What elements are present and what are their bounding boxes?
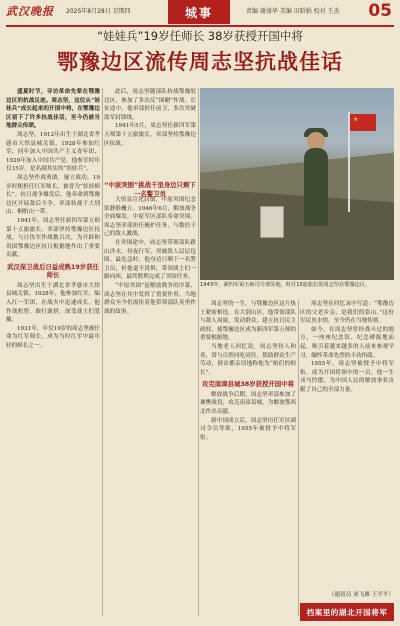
article-column-4 bbox=[300, 300, 394, 590]
article-column-1 bbox=[6, 88, 100, 530]
paragraph: 新中国成立后，周志坚历任军区副司令员等职，1955年被授予中将军衔。 bbox=[200, 417, 296, 441]
paragraph: 在突围途中，周志坚带领部队跋山涉水，昼夜行军，突破敌人层层包围。最危急时，他身边只剩下一名警卫员，但他毫不畏惧，带领战士们一路向西，最终胜利完成了突围任务。 bbox=[104, 239, 196, 281]
paragraph: 周志坚作战勇敢，屡立战功。19岁时便担任红军师长，被誉为“娃娃师长”。抗日战争爆发后，他奉命到鄂豫边区开展敌后斗争，率部转战于大别山、桐柏山一带。 bbox=[6, 174, 100, 216]
paper-name: 武汉晚报 bbox=[6, 5, 54, 18]
memorial-stone bbox=[260, 206, 284, 238]
issue-date: 2025年8月28日 星期四 bbox=[66, 8, 131, 15]
article-subtitle: “娃娃兵”19岁任师长 38岁获授开国中将 bbox=[97, 29, 303, 43]
paragraph: 1941年5月，周志坚任新四军第五师第十五旅旅长，率部坚持鄂豫边区抗战。 bbox=[104, 123, 196, 147]
page-number: 05 bbox=[368, 1, 392, 21]
paragraph: 1931年，年仅19岁的周志坚被任命为红军师长，成为当时红军中最年轻的师长之一。 bbox=[6, 325, 100, 350]
paragraph: 此后，周志坚随部队转战鄂豫皖边区，参加了多次反“围剿”作战。长征途中，他率部担任前卫，多次突破敌军封锁线。 bbox=[104, 89, 196, 121]
column-divider bbox=[102, 88, 103, 616]
series-banner: 档案里的湖北开国将军 bbox=[300, 603, 394, 621]
paragraph: 解放战争后期，周志坚率部参加了襄樊战役，攻克南漳县城，为解放鄂西北作出贡献。 bbox=[200, 391, 296, 416]
article-photo bbox=[200, 88, 394, 280]
masthead bbox=[0, 0, 400, 26]
paragraph: 当地老人回忆说，周志坚待人和善，常与百姓同吃同住，帮助群众生产劳动，群众都亲切地称他为“咱们的师长”。 bbox=[200, 343, 296, 376]
paragraph: 周志坚，1912年出生于湖北省孝感市大悟县城关镇，1928年参加红军，同年加入中国共产主义青年团，1929年加入中国共产党。他参军时年仅15岁，是名副其实的“娃娃兵”。 bbox=[6, 131, 100, 173]
paragraph: 大悟县宣化店镇，中原突围纪念馆静静矗立。1946年6月，解放战争全面爆发，中原军区部队奉命突围。周志坚率部担任掩护任务，与数倍于己的敌人激战。 bbox=[104, 197, 196, 238]
paragraph: 1941年，周志坚任新四军第五师第十五旅旅长，率部坚持鄂豫边区抗战，与日伪军作战数百次，为开辟和巩固鄂豫边区抗日根据地作出了重要贡献。 bbox=[6, 217, 100, 259]
paragraph: 如今，在周志坚曾经战斗过的地方，一座座纪念馆、纪念碑拔地而起，吸引着越来越多的人前来参观学习，缅怀革命先烈的丰功伟绩。 bbox=[300, 326, 394, 359]
article-headline: 鄂豫边区流传周志坚抗战佳话 bbox=[57, 50, 343, 74]
section-subhead: “中原突围”挑战千里身边只剩下一名警卫员 bbox=[104, 181, 196, 198]
paragraph: 1955年，周志坚被授予中将军衔，成为开国将领中的一员。他一生戎马倥偬，为中国人民的解放事业贡献了自己的全部力量。 bbox=[300, 361, 394, 393]
section-subhead: 攻克南漳县城38岁获授开国中将 bbox=[202, 380, 294, 389]
article-intro: 盛夏时节，寻访革命先辈在鄂豫边区的抗战足迹。周志坚，这位从“娃娃兵”成长起来的开国中将，在鄂豫边区留下了许多抗战佳话，至今仍被当地群众传颂。 bbox=[6, 89, 100, 130]
soldier-figure bbox=[304, 148, 328, 226]
editor-credits: 责编 谢盛华 美编 田昭娟 校对 王杰 bbox=[246, 8, 340, 15]
article-byline: （通讯员 刘飞雄 王平平） bbox=[328, 592, 394, 598]
article-column-2 bbox=[104, 88, 196, 178]
paragraph: 周志坚出生于湖北省孝感市大悟县城关镇。1928年，他参加红军，编入红一军团，在战火中迅速成长。他作战机智，敢打敢拼，深受战士们爱戴。 bbox=[6, 282, 100, 324]
paragraph: “中原突围”是解放战争的序幕，周志坚在其中发挥了重要作用。当地群众至今仍流传着他带领部队英勇作战的故事。 bbox=[104, 282, 196, 315]
section-tag: 城事 bbox=[168, 0, 230, 24]
section-subhead: 武汉保卫战后日益成熟19岁获任师长 bbox=[7, 262, 99, 280]
paragraph: 周志坚在回忆录中写道：“鄂豫边区的父老乡亲，是我们的靠山。”这份军民鱼水情，至今仍在当地传颂。 bbox=[300, 301, 394, 325]
column-divider bbox=[298, 300, 299, 616]
masthead-rule bbox=[6, 25, 394, 27]
column-divider bbox=[198, 88, 199, 616]
paragraph: 周志坚的一生，与鄂豫边区这片热土紧密相连。在大别山区，他带领部队与敌人周旋，发动群众，建立抗日民主政权，使鄂豫边区成为新四军第五师的重要根据地。 bbox=[200, 301, 296, 342]
article-column-2-continued bbox=[104, 196, 196, 616]
photo-caption: 1943年，新四军第五师司令部驻地，时任15旅旅长的周志坚在鄂豫边区。 bbox=[200, 282, 371, 288]
article-column-3 bbox=[200, 300, 296, 616]
star-icon: ★ bbox=[353, 116, 359, 123]
